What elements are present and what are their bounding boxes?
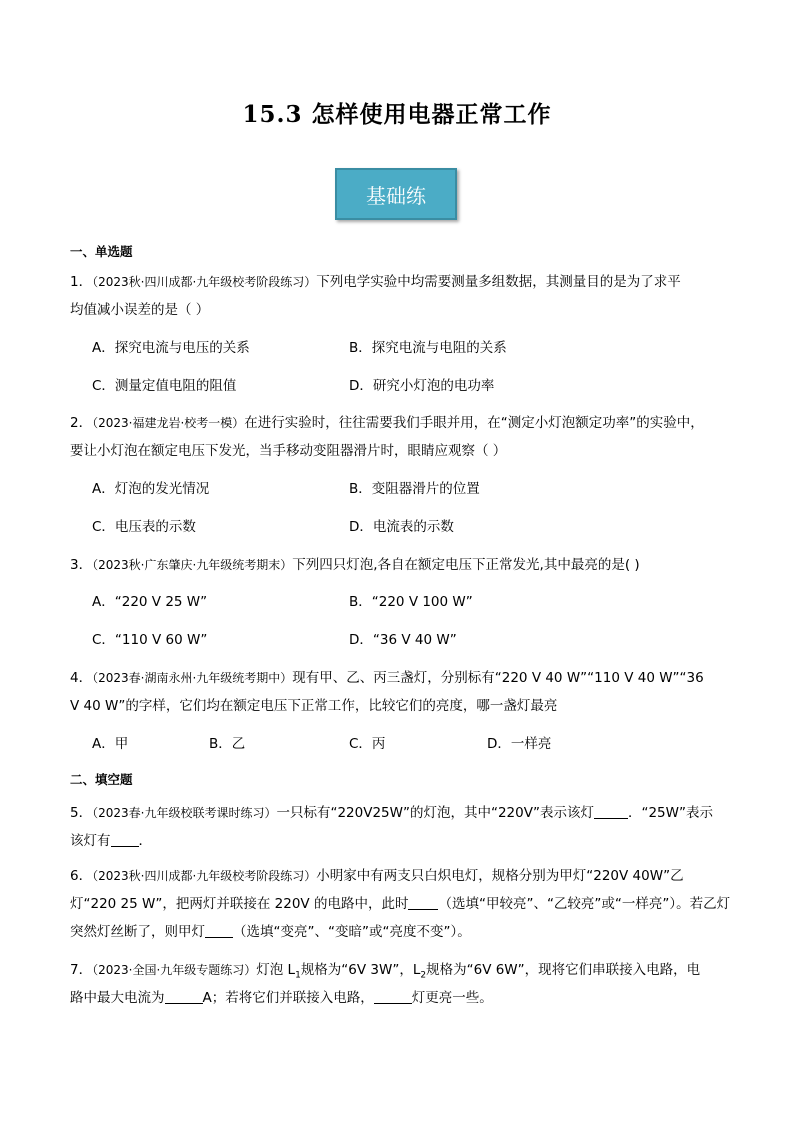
q6-blank-2[interactable] bbox=[205, 923, 233, 938]
q1-option-c[interactable]: C．测量定值电阻的阻值 bbox=[92, 378, 237, 394]
q1-option-b[interactable]: B．探究电流与电阻的关系 bbox=[349, 340, 507, 356]
question-7-source: （2023·全国·九年级专题练习） bbox=[92, 963, 257, 977]
q1-option-a[interactable]: A．探究电流与电压的关系 bbox=[92, 340, 250, 356]
question-2-source: （2023·福建龙岩·校考一模） bbox=[92, 416, 245, 430]
q4-option-a[interactable]: A．甲 bbox=[92, 736, 129, 752]
q5-blank-1[interactable] bbox=[594, 804, 628, 819]
q3-option-b[interactable]: B．“220 V 100 W” bbox=[349, 594, 473, 610]
q7-blank-1[interactable] bbox=[165, 989, 203, 1004]
question-5-line-2: 该灯有 ． bbox=[70, 833, 152, 849]
question-6-line-3: 突然灯丝断了，则甲灯 （选填“变亮”、“变暗”或“亮度不变”）。 bbox=[70, 924, 471, 940]
q4-option-c[interactable]: C．丙 bbox=[349, 736, 386, 752]
q2-option-d[interactable]: D．电流表的示数 bbox=[349, 519, 454, 535]
question-1-line-1: 1．（2023秋·四川成都·九年级校考阶段练习）下列电学实验中均需要测量多组数据，其测量目的是为了求平 bbox=[70, 274, 681, 290]
q3-option-d[interactable]: D．“36 V 40 W” bbox=[349, 632, 457, 648]
question-1-line-2: 均值减小误差的是（ ） bbox=[70, 302, 210, 318]
q7-blank-2[interactable] bbox=[374, 989, 412, 1004]
q6-blank-1[interactable] bbox=[408, 895, 438, 910]
q4-option-d[interactable]: D．一样亮 bbox=[487, 736, 552, 752]
question-3-source: （2023秋·广东肇庆·九年级统考期末） bbox=[92, 558, 293, 572]
question-6-source: （2023秋·四川成都·九年级校考阶段练习） bbox=[92, 869, 317, 883]
question-1-source: （2023秋·四川成都·九年级校考阶段练习） bbox=[92, 275, 317, 289]
q3-option-a[interactable]: A．“220 V 25 W” bbox=[92, 594, 208, 610]
q3-option-c[interactable]: C．“110 V 60 W” bbox=[92, 632, 208, 648]
q1-option-d[interactable]: D．研究小灯泡的电功率 bbox=[349, 378, 495, 394]
question-2-line-2: 要让小灯泡在额定电压下发光，当手移动变阻器滑片时，眼睛应观察（ ） bbox=[70, 443, 507, 459]
question-4-source: （2023春·湖南永州·九年级统考期中） bbox=[92, 671, 293, 685]
question-3-line-1: 3．（2023秋·广东肇庆·九年级统考期末）下列四只灯泡,各自在额定电压下正常发光,其中最亮的是( ) bbox=[70, 557, 640, 573]
page-title: 15.3 怎样使用电器正常工作 bbox=[242, 101, 552, 128]
q2-option-a[interactable]: A．灯泡的发光情况 bbox=[92, 481, 210, 497]
q2-option-b[interactable]: B．变阻器滑片的位置 bbox=[349, 481, 480, 497]
question-6-line-1: 6．（2023秋·四川成都·九年级校考阶段练习）小明家中有两支只白炽电灯，规格分别为甲灯“220V 40W”乙 bbox=[70, 868, 684, 884]
question-7-line-1: 7．（2023·全国·九年级专题练习）灯泡 $L_1$规格为“6V 3W”，$L_2$规格为“6V 6W”，现将它们串联接入电路，电 bbox=[70, 962, 701, 981]
section-badge: 基础练 bbox=[335, 168, 457, 220]
q4-option-b[interactable]: B．乙 bbox=[209, 736, 246, 752]
question-4-line-1: 4．（2023春·湖南永州·九年级统考期中）现有甲、乙、丙三盏灯，分别标有“220 V 40 W”“110 V 40 W”“36 bbox=[70, 670, 704, 686]
question-4-line-2: V 40 W”的字样，它们均在额定电压下正常工作，比较它们的亮度，哪一盏灯最亮 bbox=[70, 698, 558, 714]
question-6-line-2: 灯“220 25 W”，把两灯并联接在 220V 的电路中，此时 （选填“甲较亮”、“乙较亮”或“一样亮”）。若乙灯 bbox=[70, 896, 731, 912]
question-5-line-1: 5．（2023春·九年级校联考课时练习）一只标有“220V25W”的灯泡，其中“220V”表示该灯 ．“25W”表示 bbox=[70, 805, 713, 821]
question-2-line-1: 2．（2023·福建龙岩·校考一模）在进行实验时，往往需要我们手眼并用，在“测定小灯泡额定功率”的实验中， bbox=[70, 415, 704, 431]
section-heading-fill-blank: 二、填空题 bbox=[70, 772, 133, 787]
q2-option-c[interactable]: C．电压表的示数 bbox=[92, 519, 196, 535]
question-5-source: （2023春·九年级校联考课时练习） bbox=[92, 806, 277, 820]
section-heading-single-choice: 一、单选题 bbox=[70, 244, 133, 259]
q5-blank-2[interactable] bbox=[111, 832, 139, 847]
question-7-line-2: 路中最大电流为 A；若将它们并联接入电路， 灯更亮一些。 bbox=[70, 990, 493, 1006]
